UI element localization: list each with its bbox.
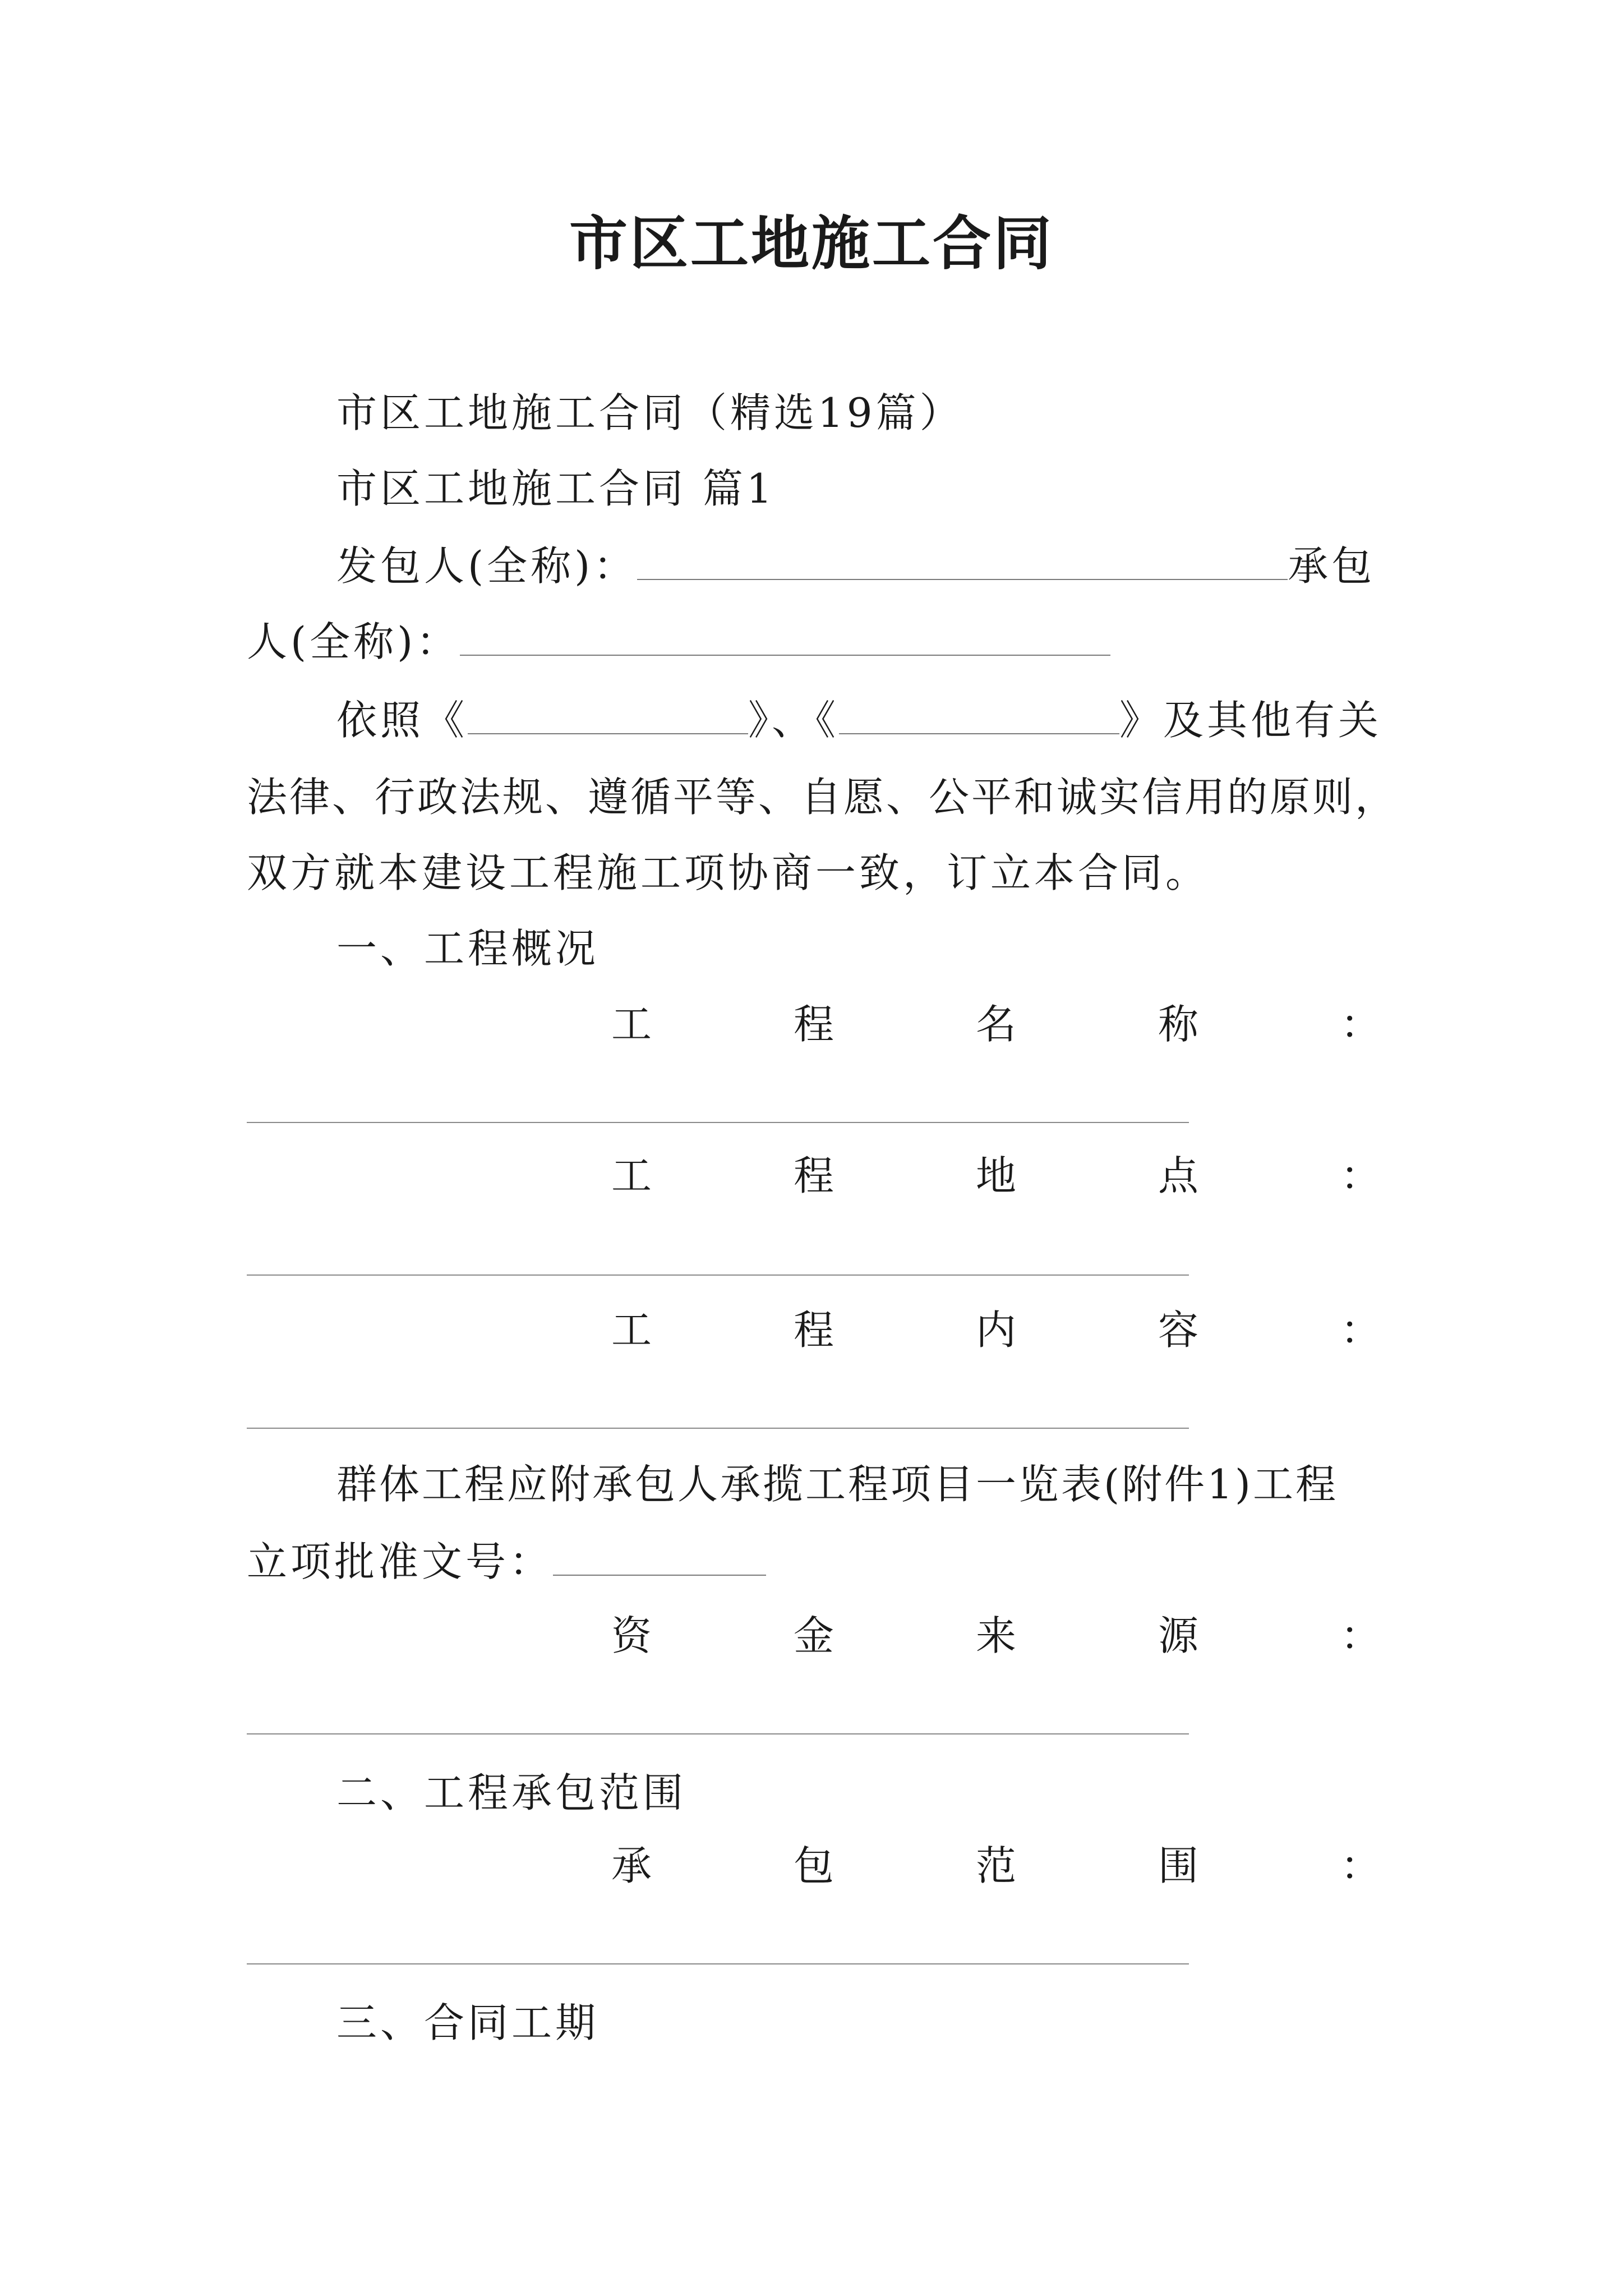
law-blank-1[interactable] — [468, 698, 748, 734]
scope-colon: ： — [1340, 1842, 1381, 1889]
intro-mid: 》、《 — [748, 697, 840, 744]
project-name-char-2: 程 — [794, 1001, 834, 1048]
project-site-colon: ： — [1340, 1152, 1381, 1199]
document-subtitle: 市区工地施工合同（精选19篇） — [336, 389, 963, 436]
project-content-blank[interactable] — [247, 1428, 1189, 1429]
project-site-char-4: 点 — [1158, 1152, 1199, 1199]
intro-lead: 依照《 — [336, 697, 468, 744]
intro-tail: 》及其他有关 — [1119, 697, 1382, 744]
contractor-label-b: 人(全称)： — [247, 618, 460, 665]
fund-source-colon: ： — [1340, 1612, 1381, 1659]
project-content-colon: ： — [1340, 1306, 1381, 1354]
project-site-blank[interactable] — [247, 1274, 1189, 1276]
approval-number-blank[interactable] — [553, 1540, 766, 1576]
intro-line-1 — [336, 697, 1382, 744]
law-blank-2[interactable] — [839, 698, 1119, 734]
fund-source-char-2: 金 — [794, 1612, 834, 1659]
section-heading: 市区工地施工合同 篇1 — [336, 465, 776, 512]
fund-source-char-3: 来 — [976, 1612, 1017, 1659]
project-content-char-2: 程 — [794, 1306, 834, 1354]
project-name-char-4: 称 — [1158, 1001, 1199, 1048]
employer-label: 发包人(全称)： — [336, 542, 638, 590]
intro-line-3: 双方就本建设工程施工项协商一致，订立本合同。 — [247, 849, 1210, 896]
project-name-blank[interactable] — [247, 1122, 1189, 1123]
scope-char-2: 包 — [794, 1842, 834, 1889]
intro-line-2: 法律、行政法规、遵循平等、自愿、公平和诚实信用的原则， — [247, 774, 1398, 821]
scope-char-3: 范 — [976, 1842, 1017, 1889]
section-1-heading: 一、工程概况 — [336, 925, 600, 972]
scope-char-1: 承 — [611, 1842, 652, 1889]
project-site-char-3: 地 — [976, 1152, 1017, 1199]
contractor-label-a: 承包 — [1288, 542, 1376, 590]
section-2-heading: 二、工程承包范围 — [336, 1769, 687, 1816]
project-content-char-3: 内 — [976, 1306, 1017, 1354]
fund-source-char-4: 源 — [1158, 1612, 1199, 1659]
employer-line — [336, 542, 1376, 590]
project-content-char-4: 容 — [1158, 1306, 1199, 1354]
group-project-line-1: 群体工程应附承包人承揽工程项目一览表(附件1)工程 — [336, 1461, 1338, 1508]
document-title: 市区工地施工合同 — [569, 209, 1054, 278]
fund-source-char-1: 资 — [611, 1612, 652, 1659]
contractor-blank[interactable] — [460, 620, 1110, 656]
project-name-char-3: 名 — [976, 1001, 1017, 1048]
section-3-heading: 三、合同工期 — [336, 1999, 600, 2046]
contractor-line — [247, 618, 1110, 665]
project-name-char-1: 工 — [611, 1001, 652, 1048]
employer-blank[interactable] — [637, 544, 1288, 580]
fund-source-blank[interactable] — [247, 1733, 1189, 1734]
scope-char-4: 围 — [1158, 1842, 1199, 1889]
group-project-line-2 — [247, 1538, 766, 1585]
project-site-char-1: 工 — [611, 1152, 652, 1199]
project-name-colon: ： — [1340, 1001, 1381, 1048]
scope-blank[interactable] — [247, 1963, 1189, 1964]
project-content-char-1: 工 — [611, 1306, 652, 1354]
project-site-char-2: 程 — [794, 1152, 834, 1199]
approval-number-label: 立项批准文号： — [247, 1538, 554, 1585]
